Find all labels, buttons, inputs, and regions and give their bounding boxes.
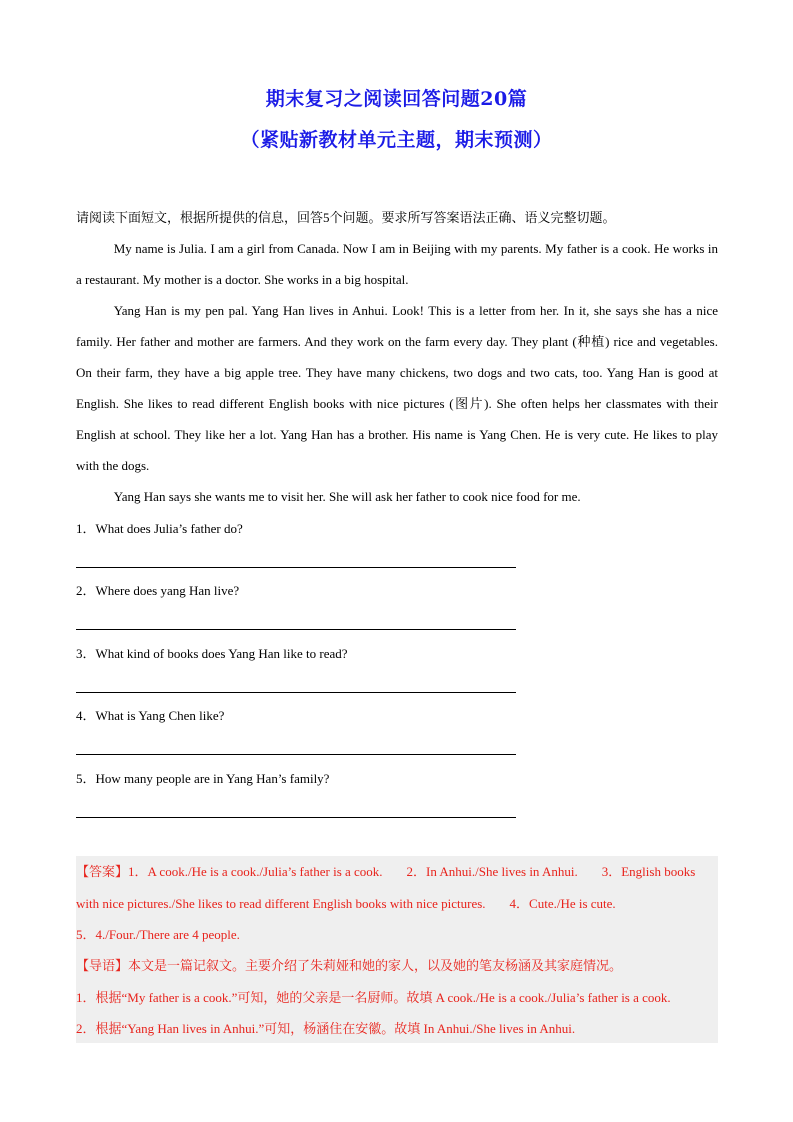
page-title: 期末复习之阅读回答问题20篇: [265, 88, 528, 110]
answer-1: 1．A cook./He is a cook./Julia’s father is a cook.: [128, 864, 383, 879]
passage-paragraph-2: Yang Han is my pen pal. Yang Han lives in Anhui. Look! This is a letter from her. In it, she says she has a nice family. Her father and mother are farmers. And they work on the farm every day. They plant (种植) rice and vegetables. On their farm, they have a big apple tree. They have many chickens, two dogs and two cats, too. Yang Han is good at English. She likes to read different English books with nice pictures (图片). She often helps her classmates with their English at school. They like her a lot. Yang Han has a brother. His name is Yang Chen. He is very cute. He likes to play with the dogs.: [76, 303, 718, 473]
answer-3: 3．English books with nice pictures./She likes to read different English books with nice pictures.: [76, 864, 696, 911]
answer-5: 5．4./Four./There are 4 people.: [76, 927, 240, 942]
answer-line-2[interactable]: [76, 629, 516, 630]
instruction: 请阅读下面短文，根据所提供的信息，回答5个问题。要求所写答案语法正确、语义完整切题。: [76, 210, 616, 225]
answer-section: [76, 856, 718, 1044]
page-subtitle: （紧贴新教材单元主题，期末预测）: [240, 129, 553, 151]
answer-4: 4．Cute./He is cute.: [509, 896, 616, 911]
question-4: 4．What is Yang Chen like?: [76, 708, 225, 723]
question-5: 5．How many people are in Yang Han’s family?: [76, 771, 330, 786]
guide-text: 本文是一篇记叙文。主要介绍了朱莉娅和她的家人，以及她的笔友杨涵及其家庭情况。: [128, 958, 623, 973]
passage-paragraph-3: Yang Han says she wants me to visit her. She will ask her father to cook nice food for me.: [113, 489, 581, 504]
answer-line-1[interactable]: [76, 567, 516, 568]
guide-label: 【导语】: [76, 959, 129, 974]
answer-line-5[interactable]: [76, 817, 516, 818]
answer-label: 【答案】: [76, 865, 129, 880]
answer-line-3[interactable]: [76, 692, 516, 693]
answer-line-4[interactable]: [76, 754, 516, 755]
reading-passage: [76, 233, 718, 512]
guide-block: [76, 950, 718, 982]
question-3: 3．What kind of books does Yang Han like to read?: [76, 646, 348, 661]
explanation-2: 2．根据“Yang Han lives in Anhui.”可知，杨涵住在安徽。故填 In Anhui./She lives in Anhui.: [76, 1021, 576, 1036]
answer-2: 2．In Anhui./She lives in Anhui.: [406, 864, 578, 879]
question-2: 2．Where does yang Han live?: [76, 583, 240, 598]
explanation-1: 1．根据“My father is a cook.”可知，她的父亲是一名厨师。故填 A cook./He is a cook./Julia’s father is a cook.: [76, 990, 671, 1005]
answer-block: [76, 856, 718, 950]
passage-paragraph-1: My name is Julia. I am a girl from Canada. Now I am in Beijing with my parents. My father is a cook. He works in a restaurant. My mother is a doctor. She works in a big hospital.: [76, 241, 718, 287]
question-1: 1．What does Julia’s father do?: [76, 521, 243, 536]
